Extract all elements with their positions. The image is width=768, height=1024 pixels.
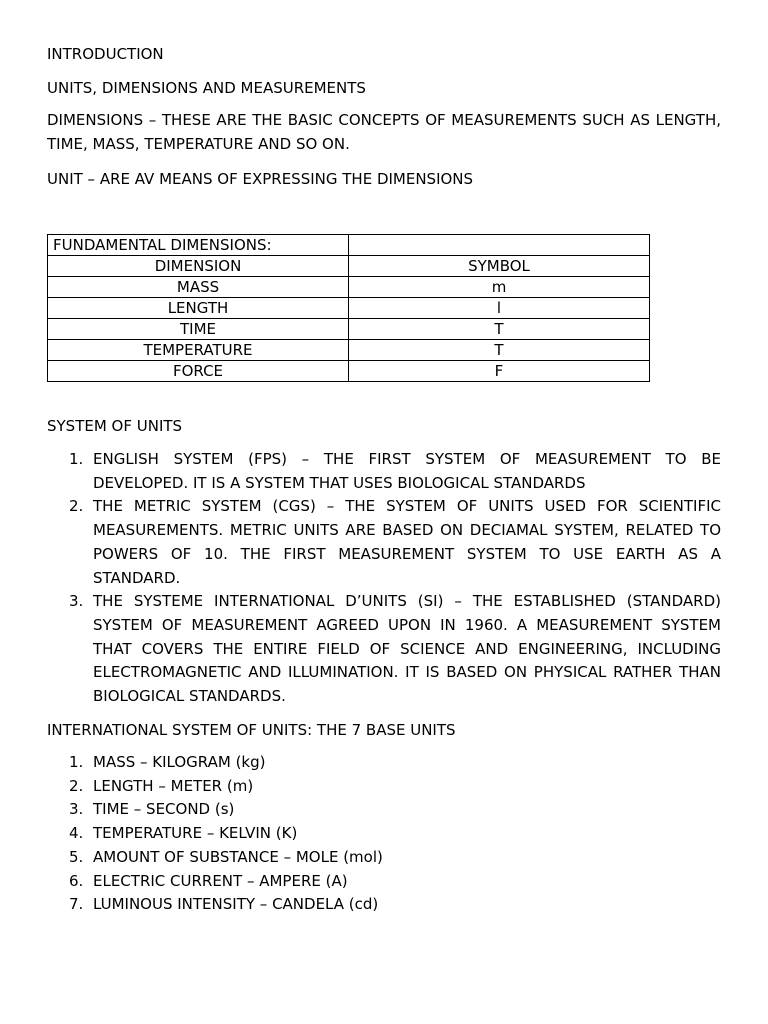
symbol-cell: F bbox=[349, 361, 650, 382]
symbol-cell: l bbox=[349, 298, 650, 319]
list-item-number: 2. bbox=[69, 497, 84, 516]
list-item-text: THE METRIC SYSTEM (CGS) – THE SYSTEM OF UNITS USED FOR SCIENTIFIC MEASUREMENTS. METRIC UNITS ARE BASED ON DECIAMAL SYSTEM, RELATED TO POWERS OF 10. THE FIRST MEASUREMENT SYSTEM TO USE EARTH AS A STANDARD. bbox=[93, 497, 721, 587]
table-header-row bbox=[48, 256, 650, 277]
list-item bbox=[47, 495, 721, 590]
table-row bbox=[48, 319, 650, 340]
list-item bbox=[47, 846, 721, 870]
list-item-number: 6. bbox=[69, 871, 84, 890]
list-item-number: 4. bbox=[69, 824, 84, 843]
dimension-cell: MASS bbox=[48, 277, 349, 298]
column-header-dimension: DIMENSION bbox=[48, 256, 349, 277]
dimension-cell: TEMPERATURE bbox=[48, 340, 349, 361]
dimension-cell: FORCE bbox=[48, 361, 349, 382]
list-item-number: 7. bbox=[69, 895, 84, 914]
list-item-number: 3. bbox=[69, 800, 84, 819]
system-of-units-heading: SYSTEM OF UNITS bbox=[47, 417, 183, 435]
list-item-text: TEMPERATURE – KELVIN (K) bbox=[93, 824, 298, 843]
table-title: FUNDAMENTAL DIMENSIONS: bbox=[48, 235, 349, 256]
list-item bbox=[47, 798, 721, 822]
list-item bbox=[47, 751, 721, 775]
unit-definition: UNIT – ARE AV MEANS OF EXPRESSING THE DIMENSIONS bbox=[47, 170, 474, 188]
dimension-cell: LENGTH bbox=[48, 298, 349, 319]
list-item-number: 3. bbox=[69, 592, 84, 611]
column-header-symbol: SYMBOL bbox=[349, 256, 650, 277]
list-item-text: ELECTRIC CURRENT – AMPERE (A) bbox=[93, 871, 348, 890]
list-item-text: LUMINOUS INTENSITY – CANDELA (cd) bbox=[93, 895, 379, 914]
symbol-cell: m bbox=[349, 277, 650, 298]
list-item bbox=[47, 775, 721, 799]
list-item-text: ENGLISH SYSTEM (FPS) – THE FIRST SYSTEM OF MEASUREMENT TO BE DEVELOPED. IT IS A SYSTEM THAT USES BIOLOGICAL STANDARDS bbox=[93, 450, 721, 492]
table-title-row bbox=[48, 235, 650, 256]
systems-list bbox=[47, 448, 721, 709]
list-item-text: AMOUNT OF SUBSTANCE – MOLE (mol) bbox=[93, 847, 383, 866]
list-item-number: 2. bbox=[69, 776, 84, 795]
base-units-list bbox=[47, 751, 721, 917]
list-item bbox=[47, 448, 721, 495]
fundamental-dimensions-table bbox=[47, 234, 650, 382]
table-row bbox=[48, 361, 650, 382]
table-row bbox=[48, 298, 650, 319]
list-item-text: LENGTH – METER (m) bbox=[93, 776, 254, 795]
list-item-text: MASS – KILOGRAM (kg) bbox=[93, 753, 266, 771]
list-item-number: 1. bbox=[69, 753, 84, 771]
list-item-number: 1. bbox=[69, 450, 84, 468]
base-units-heading: INTERNATIONAL SYSTEM OF UNITS: THE 7 BASE UNITS bbox=[47, 721, 456, 739]
table-row bbox=[48, 277, 650, 298]
list-item bbox=[47, 870, 721, 894]
table-title-empty-cell bbox=[349, 235, 650, 256]
list-item bbox=[47, 822, 721, 846]
symbol-cell: T bbox=[349, 319, 650, 340]
table-row bbox=[48, 340, 650, 361]
list-item-text: THE SYSTEME INTERNATIONAL D’UNITS (SI) – THE ESTABLISHED (STANDARD) SYSTEM OF MEASUREMENT AGREED UPON IN 1960. A MEASUREMENT SYSTEM THAT COVERS THE ENTIRE FIELD OF SCIENCE AND ENGINEERING, INCLUDING ELECTROMAGNETIC AND ILLUMINATION. IT IS BASED ON PHYSICAL RATHER THAN BIOLOGICAL STANDARDS. bbox=[93, 592, 721, 706]
dimension-cell: TIME bbox=[48, 319, 349, 340]
symbol-cell: T bbox=[349, 340, 650, 361]
subject-heading: UNITS, DIMENSIONS AND MEASUREMENTS bbox=[47, 79, 366, 97]
list-item bbox=[47, 893, 721, 917]
dimensions-definition: DIMENSIONS – THESE ARE THE BASIC CONCEPTS OF MEASUREMENTS SUCH AS LENGTH, TIME, MASS, TEMPERATURE AND SO ON. bbox=[47, 111, 721, 153]
list-item-number: 5. bbox=[69, 847, 84, 866]
list-item bbox=[47, 590, 721, 709]
list-item-text: TIME – SECOND (s) bbox=[93, 800, 235, 819]
introduction-heading: INTRODUCTION bbox=[47, 45, 164, 63]
